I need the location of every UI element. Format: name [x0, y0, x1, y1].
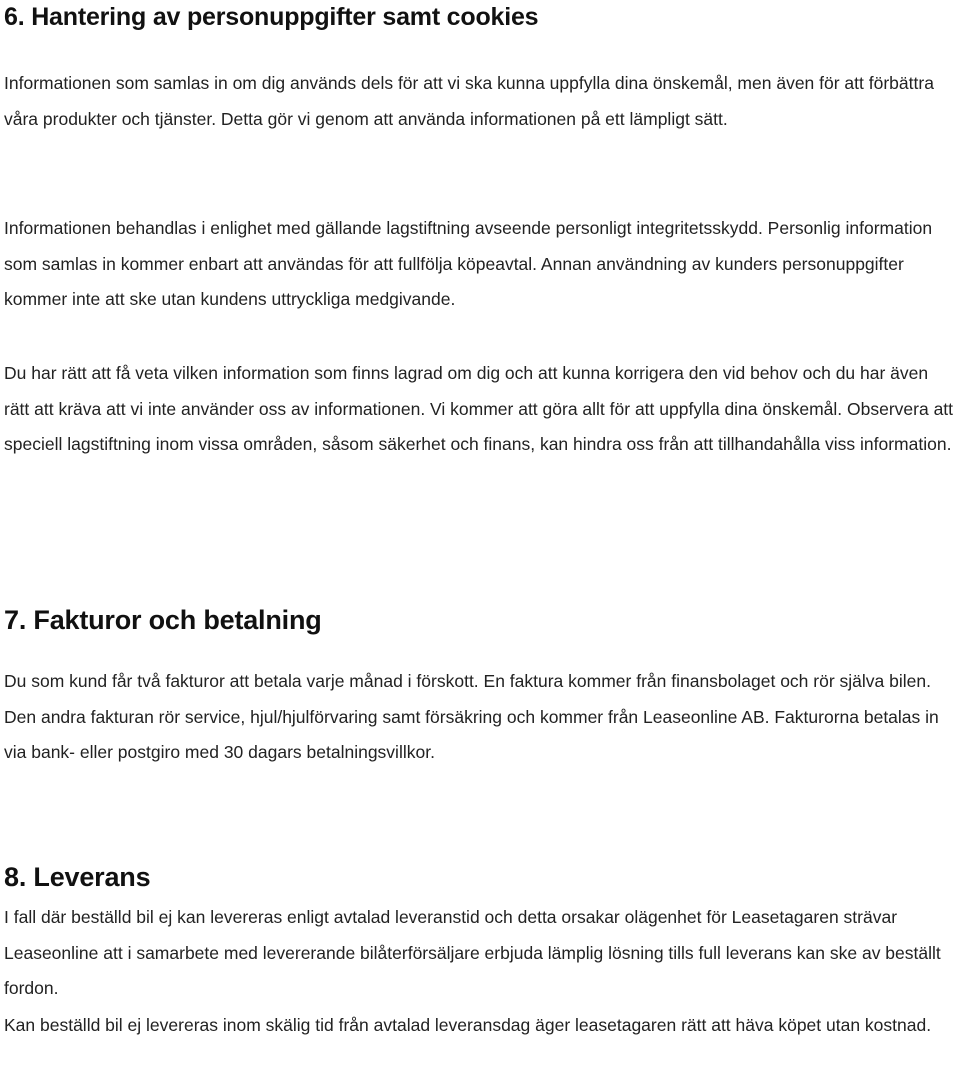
section-8-heading: 8. Leverans: [4, 862, 151, 892]
section-8-paragraph-1: I fall där beställd bil ej kan levereras enligt avtalad leveranstid och detta orsakar olägenhet för Leasetagaren strävar Leaseonline att i samarbete med levererande bilåterförsäljare erbjuda lämplig lösning tills full leverans kan ske av beställt fordon.: [4, 907, 941, 998]
section-8-paragraph-2: Kan beställd bil ej levereras inom skälig tid från avtalad leveransdag äger leasetagaren rätt att häva köpet utan kostnad.: [4, 1015, 932, 1035]
section-7-paragraph-1: Du som kund får två fakturor att betala varje månad i förskott. En faktura kommer från finansbolaget och rör själva bilen. Den andra fakturan rör service, hjul/hjulförvaring samt försäkring och kommer från Leaseonline AB. Fakturorna betalas in via bank- eller postgiro med 30 dagars betalningsvillkor.: [4, 671, 939, 762]
section-6-heading: 6. Hantering av personuppgifter samt cookies: [4, 3, 539, 31]
section-6-paragraph-2: Informationen behandlas i enlighet med gällande lagstiftning avseende personligt integritetsskydd. Personlig information som samlas in kommer enbart att användas för att fullfölja köpeavtal. Annan användning av kunders personuppgifter kommer inte att ske utan kundens uttryckliga medgivande.: [4, 218, 933, 309]
section-6-paragraph-3: Du har rätt att få veta vilken information som finns lagrad om dig och att kunna korrigera den vid behov och du har även rätt att kräva att vi inte använder oss av informationen. Vi kommer att göra allt för att uppfylla dina önskemål. Observera att speciell lagstiftning inom vissa områden, såsom säkerhet och finans, kan hindra oss från att tillhandahålla viss information.: [4, 363, 954, 454]
section-7-heading: 7. Fakturor och betalning: [4, 605, 322, 635]
section-6-paragraph-1: Informationen som samlas in om dig används dels för att vi ska kunna uppfylla dina önskemål, men även för att förbättra våra produkter och tjänster. Detta gör vi genom att använda informationen på ett lämpligt sätt.: [4, 73, 934, 129]
